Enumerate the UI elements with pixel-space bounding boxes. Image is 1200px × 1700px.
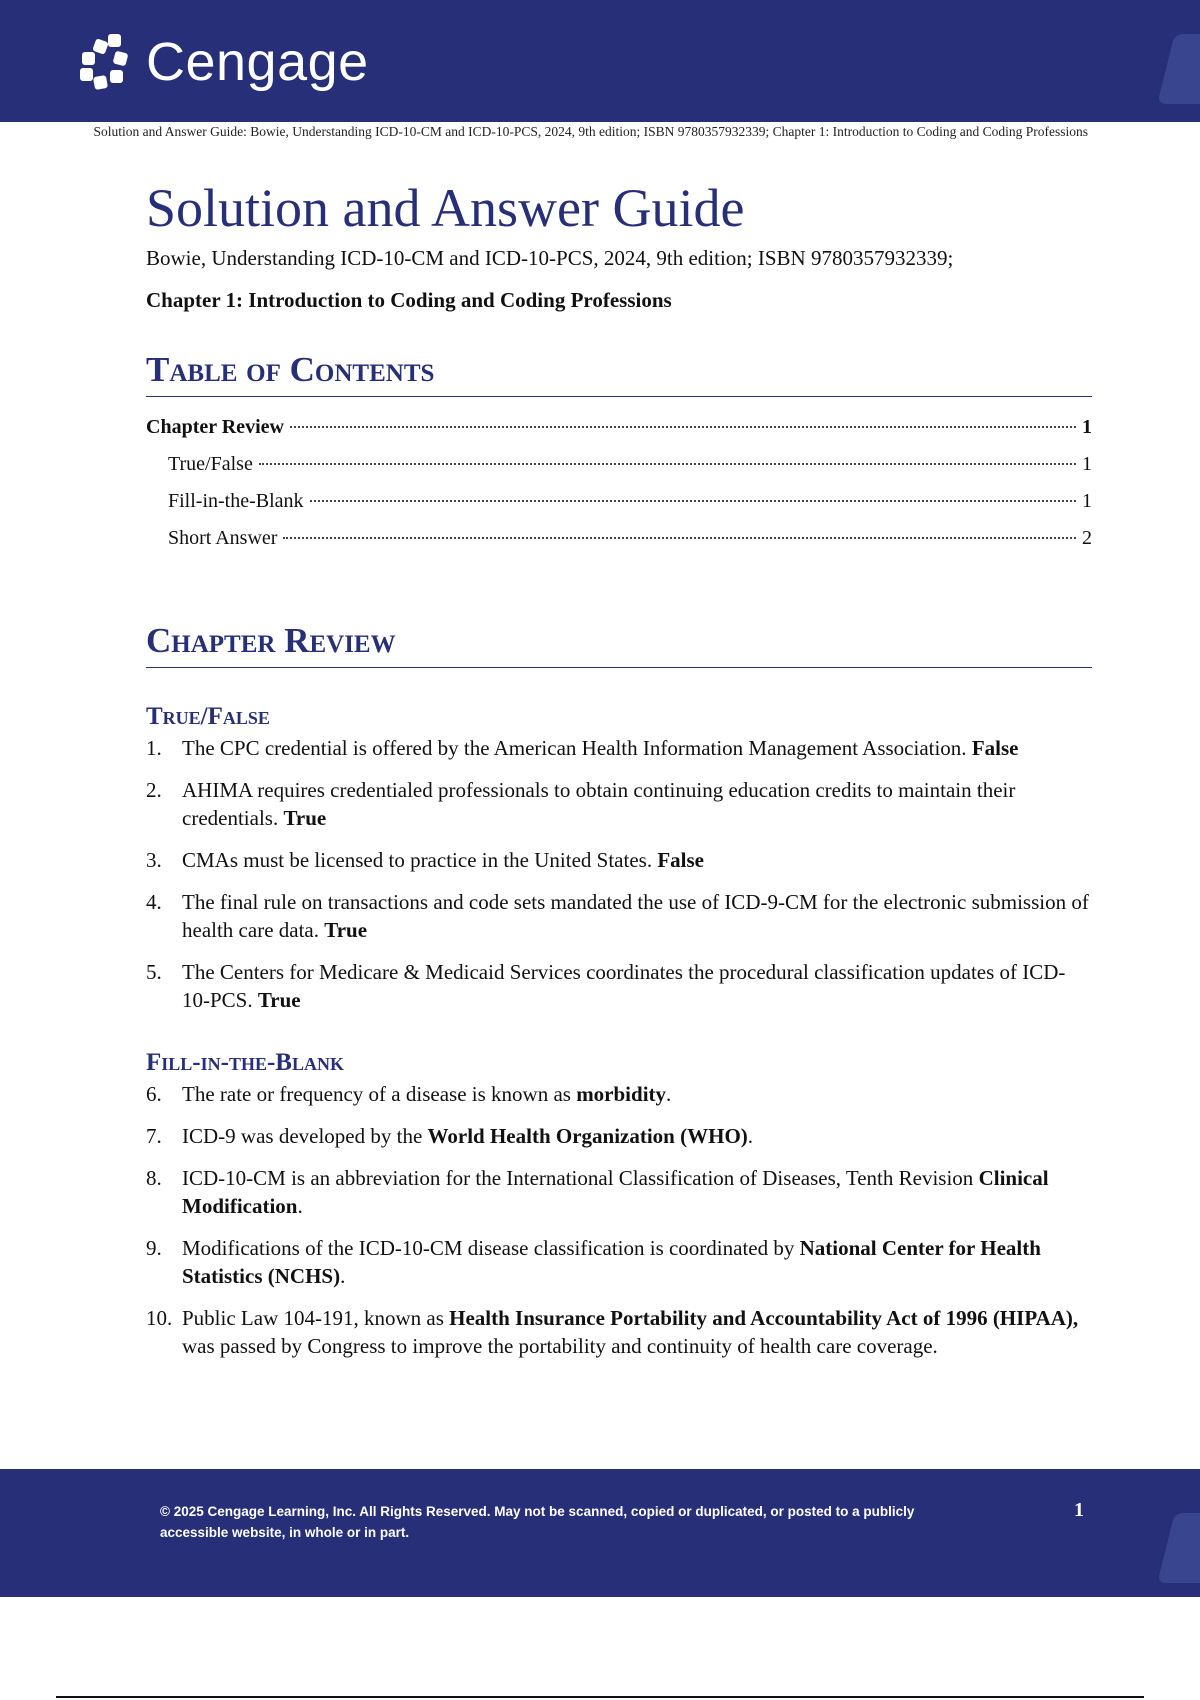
fill-in-the-blank-list xyxy=(146,1080,1092,1360)
list-item xyxy=(146,846,1092,874)
toc-entry-label: True/False xyxy=(168,453,253,475)
question-text: The rate or frequency of a disease is known as xyxy=(182,1082,577,1106)
decorative-shape xyxy=(1157,34,1200,104)
toc-entry-true-false[interactable] xyxy=(146,446,1092,483)
answer: Health Insurance Portability and Accountability Act of 1996 (HIPAA), xyxy=(449,1306,1079,1330)
book-citation: Bowie, Understanding ICD-10-CM and ICD-10-PCS, 2024, 9th edition; ISBN 9780357932339; xyxy=(146,246,954,270)
cengage-logo[interactable] xyxy=(74,30,369,94)
question-text: Modifications of the ICD-10-CM disease classification is coordinated by xyxy=(182,1236,800,1260)
answer: National Center for Health Statistics (NCHS) xyxy=(182,1236,1041,1288)
toc-leader xyxy=(290,426,1076,428)
list-item xyxy=(146,1164,1092,1220)
list-item xyxy=(146,734,1092,762)
document-body xyxy=(146,176,1092,1374)
chapter-title: Chapter 1: Introduction to Coding and Coding Professions xyxy=(146,288,672,312)
question-text: CMAs must be licensed to practice in the United States. xyxy=(182,848,653,872)
page-title: Solution and Answer Guide xyxy=(146,178,745,238)
item-number: 2. xyxy=(146,778,162,802)
toc-entry-fill-in-the-blank[interactable] xyxy=(146,483,1092,520)
question-text: ICD-10-CM is an abbreviation for the International Classification of Diseases, Tenth Revision xyxy=(182,1166,979,1190)
running-head: Solution and Answer Guide: Bowie, Understanding ICD-10-CM and ICD-10-PCS, 2024, 9th edition; ISBN 9780357932339; Chapter 1: Introduction to Coding and Coding Professions xyxy=(93,124,1088,139)
question-text: AHIMA requires credentialed professionals to obtain continuing education credits to maintain their credentials. xyxy=(182,778,1016,830)
list-item xyxy=(146,888,1092,944)
answer: World Health Organization (WHO) xyxy=(427,1124,748,1148)
answer: True xyxy=(324,918,368,942)
question-text: The final rule on transactions and code sets mandated the use of ICD-9-CM for the electronic submission of health care data. xyxy=(182,890,1089,942)
fill-in-the-blank-heading: Fill-in-the-Blank xyxy=(146,1049,344,1076)
list-item xyxy=(146,1122,1092,1150)
toc-entry-short-answer[interactable] xyxy=(146,520,1092,557)
item-number: 5. xyxy=(146,960,162,984)
question-text-end: . xyxy=(297,1194,303,1218)
item-number: 7. xyxy=(146,1124,162,1148)
chapter-review-heading: Chapter Review xyxy=(146,619,1092,668)
table-of-contents xyxy=(146,409,1092,557)
question-text-end: was passed by Congress to improve the portability and continuity of health care coverage. xyxy=(182,1334,938,1358)
answer: Clinical Modification xyxy=(182,1166,1049,1218)
toc-entry-page: 1 xyxy=(1082,490,1092,512)
item-number: 3. xyxy=(146,848,162,872)
answer: morbidity xyxy=(576,1082,667,1106)
question-text: The CPC credential is offered by the American Health Information Management Association. xyxy=(182,736,967,760)
item-number: 4. xyxy=(146,890,162,914)
decorative-shape xyxy=(1157,1513,1200,1583)
item-number: 8. xyxy=(146,1166,162,1190)
list-item xyxy=(146,1080,1092,1108)
toc-heading: Table of Contents xyxy=(146,348,1092,397)
question-text-end: . xyxy=(340,1264,346,1288)
toc-leader xyxy=(283,537,1076,539)
page-number: 1 xyxy=(1074,1499,1084,1521)
page-divider xyxy=(56,1696,1144,1698)
answer: True xyxy=(257,988,301,1012)
header-band xyxy=(0,0,1200,122)
cengage-logo-icon xyxy=(74,30,138,94)
list-item xyxy=(146,776,1092,832)
true-false-heading: True/False xyxy=(146,703,270,730)
toc-entry-chapter-review[interactable] xyxy=(146,409,1092,446)
toc-entry-label: Chapter Review xyxy=(146,416,284,438)
question-text-end: . xyxy=(666,1082,672,1106)
list-item xyxy=(146,1304,1092,1360)
answer: False xyxy=(971,736,1019,760)
question-text: Public Law 104-191, known as xyxy=(182,1306,450,1330)
toc-entry-page: 2 xyxy=(1082,527,1092,549)
item-number: 6. xyxy=(146,1082,162,1106)
question-text-end: . xyxy=(747,1124,754,1148)
toc-entry-page: 1 xyxy=(1082,416,1092,438)
answer: True xyxy=(283,806,327,830)
footer-band xyxy=(0,1469,1200,1597)
list-item xyxy=(146,1234,1092,1290)
question-text: ICD-9 was developed by the xyxy=(182,1124,428,1148)
item-number: 1. xyxy=(146,736,162,760)
toc-entry-label: Short Answer xyxy=(168,527,278,549)
question-text: The Centers for Medicare & Medicaid Services coordinates the procedural classification updates of ICD-10-PCS. xyxy=(182,960,1066,1012)
item-number: 9. xyxy=(146,1236,162,1260)
toc-entry-label: Fill-in-the-Blank xyxy=(168,490,304,512)
answer: False xyxy=(657,848,704,872)
toc-entry-page: 1 xyxy=(1082,453,1092,475)
item-number: 10. xyxy=(146,1306,173,1330)
toc-leader xyxy=(259,463,1076,465)
list-item xyxy=(146,958,1092,1014)
true-false-list xyxy=(146,734,1092,1014)
toc-leader xyxy=(310,500,1076,502)
brand-name: Cengage xyxy=(146,32,369,92)
copyright-notice: © 2025 Cengage Learning, Inc. All Rights Reserved. May not be scanned, copied or duplicated, or posted to a publicly accessible website, in whole or in part. xyxy=(160,1504,915,1540)
